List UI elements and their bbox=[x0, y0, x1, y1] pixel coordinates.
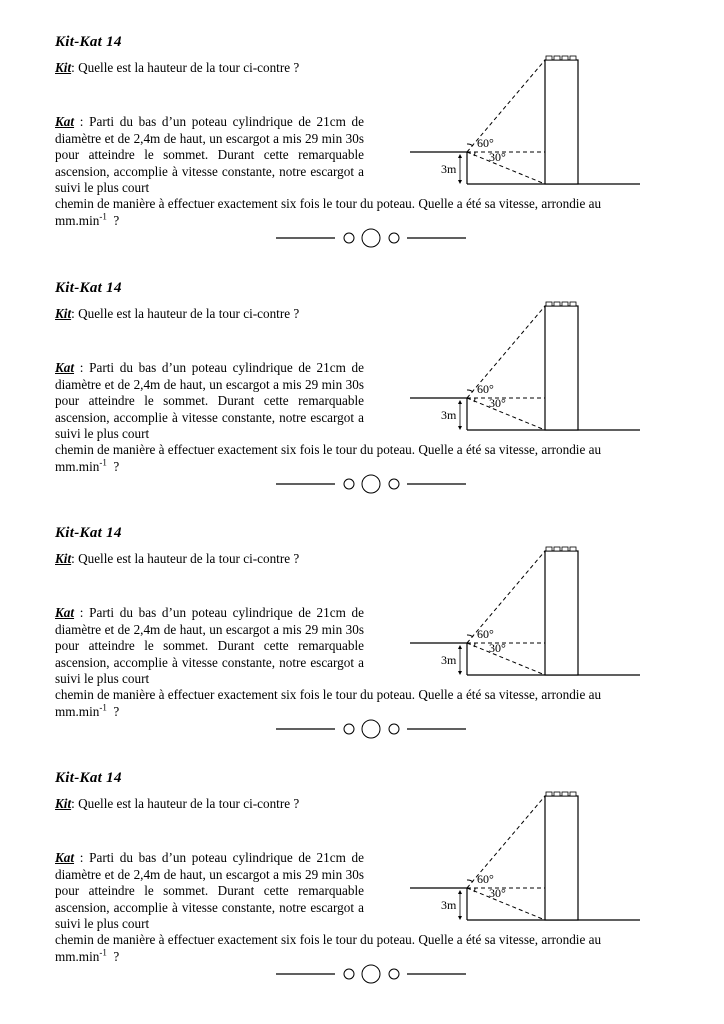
kit-question bbox=[55, 60, 299, 76]
kat-problem bbox=[55, 605, 364, 688]
kit-label: Kit bbox=[55, 306, 72, 321]
kat-continuation bbox=[55, 932, 675, 965]
separator-ornament bbox=[273, 227, 469, 249]
kat-text: : Parti du bas d’un poteau cylindrique de 21cm de diamètre et de 2,4m de haut, un escargot a mis 29 min 30s pour atteindre le sommet. Durant cette remarquable ascension, accomplie à vitesse constante, notre escargot a suivi le plus court bbox=[55, 114, 364, 195]
separator-ornament bbox=[273, 718, 469, 740]
height-label: 3m bbox=[441, 898, 457, 912]
kit-label: Kit bbox=[55, 796, 72, 811]
kat-problem bbox=[55, 114, 364, 197]
unit-base: mm.min bbox=[55, 703, 100, 719]
unit-exponent: -1 bbox=[99, 947, 107, 958]
kat-continuation-text: chemin de manière à effectuer exactement six fois le tour du poteau. Quelle a été sa vitesse, arrondie au bbox=[55, 442, 602, 457]
kit-text: : Quelle est la hauteur de la tour ci-contre ? bbox=[71, 306, 300, 321]
angle-60-label: 60° bbox=[477, 872, 494, 886]
unit-tail: ? bbox=[106, 948, 120, 964]
exercise-title: Kit-Kat 14 bbox=[55, 34, 122, 50]
exercise-block bbox=[0, 770, 724, 1015]
kat-label: Kat bbox=[55, 605, 75, 620]
angle-30-label: 30° bbox=[489, 641, 506, 655]
kat-continuation bbox=[55, 687, 675, 720]
unit-base: mm.min bbox=[55, 948, 100, 964]
exercise-block bbox=[0, 34, 724, 279]
kat-text: : Parti du bas d’un poteau cylindrique de 21cm de diamètre et de 2,4m de haut, un escargot a mis 29 min 30s pour atteindre le sommet. Durant cette remarquable ascension, accomplie à vitesse constante, notre escargot a suivi le plus court bbox=[55, 360, 364, 441]
kit-text: : Quelle est la hauteur de la tour ci-contre ? bbox=[71, 60, 300, 75]
kat-label: Kat bbox=[55, 360, 75, 375]
height-label: 3m bbox=[441, 162, 457, 176]
angle-30-label: 30° bbox=[489, 396, 506, 410]
unit-base: mm.min bbox=[55, 212, 100, 228]
angle-30-label: 30° bbox=[489, 886, 506, 900]
exercise-block bbox=[0, 525, 724, 770]
angle-60-label: 60° bbox=[477, 627, 494, 641]
kit-label: Kit bbox=[55, 551, 72, 566]
kat-problem bbox=[55, 850, 364, 933]
unit-base: mm.min bbox=[55, 458, 100, 474]
exercise-title: Kit-Kat 14 bbox=[55, 525, 122, 541]
tower-figure bbox=[405, 782, 655, 922]
angle-60-label: 60° bbox=[477, 136, 494, 150]
exercise-title: Kit-Kat 14 bbox=[55, 770, 122, 786]
kit-question bbox=[55, 306, 299, 322]
kit-label: Kit bbox=[55, 60, 72, 75]
kat-continuation-text: chemin de manière à effectuer exactement six fois le tour du poteau. Quelle a été sa vitesse, arrondie au bbox=[55, 687, 602, 702]
tower-figure bbox=[405, 537, 655, 677]
exercise-block bbox=[0, 280, 724, 525]
unit-tail: ? bbox=[106, 703, 120, 719]
exercise-title: Kit-Kat 14 bbox=[55, 280, 122, 296]
angle-60-label: 60° bbox=[477, 382, 494, 396]
tower-figure bbox=[405, 292, 655, 432]
height-label: 3m bbox=[441, 408, 457, 422]
separator-ornament bbox=[273, 963, 469, 985]
kit-text: : Quelle est la hauteur de la tour ci-contre ? bbox=[71, 551, 300, 566]
unit-tail: ? bbox=[106, 458, 120, 474]
kit-text: : Quelle est la hauteur de la tour ci-contre ? bbox=[71, 796, 300, 811]
kat-continuation bbox=[55, 442, 675, 475]
tower-figure bbox=[405, 46, 655, 186]
kit-question bbox=[55, 796, 299, 812]
unit-exponent: -1 bbox=[99, 457, 107, 468]
kit-question bbox=[55, 551, 299, 567]
separator-ornament bbox=[273, 473, 469, 495]
kat-label: Kat bbox=[55, 114, 75, 129]
height-label: 3m bbox=[441, 653, 457, 667]
unit-exponent: -1 bbox=[99, 702, 107, 713]
kat-problem bbox=[55, 360, 364, 443]
unit-exponent: -1 bbox=[99, 211, 107, 222]
unit-tail: ? bbox=[106, 212, 120, 228]
kat-label: Kat bbox=[55, 850, 75, 865]
kat-text: : Parti du bas d’un poteau cylindrique de 21cm de diamètre et de 2,4m de haut, un escargot a mis 29 min 30s pour atteindre le sommet. Durant cette remarquable ascension, accomplie à vitesse constante, notre escargot a suivi le plus court bbox=[55, 850, 364, 931]
kat-continuation bbox=[55, 196, 675, 229]
kat-text: : Parti du bas d’un poteau cylindrique de 21cm de diamètre et de 2,4m de haut, un escargot a mis 29 min 30s pour atteindre le sommet. Durant cette remarquable ascension, accomplie à vitesse constante, notre escargot a suivi le plus court bbox=[55, 605, 364, 686]
kat-continuation-text: chemin de manière à effectuer exactement six fois le tour du poteau. Quelle a été sa vitesse, arrondie au bbox=[55, 932, 602, 947]
kat-continuation-text: chemin de manière à effectuer exactement six fois le tour du poteau. Quelle a été sa vitesse, arrondie au bbox=[55, 196, 602, 211]
angle-30-label: 30° bbox=[489, 150, 506, 164]
